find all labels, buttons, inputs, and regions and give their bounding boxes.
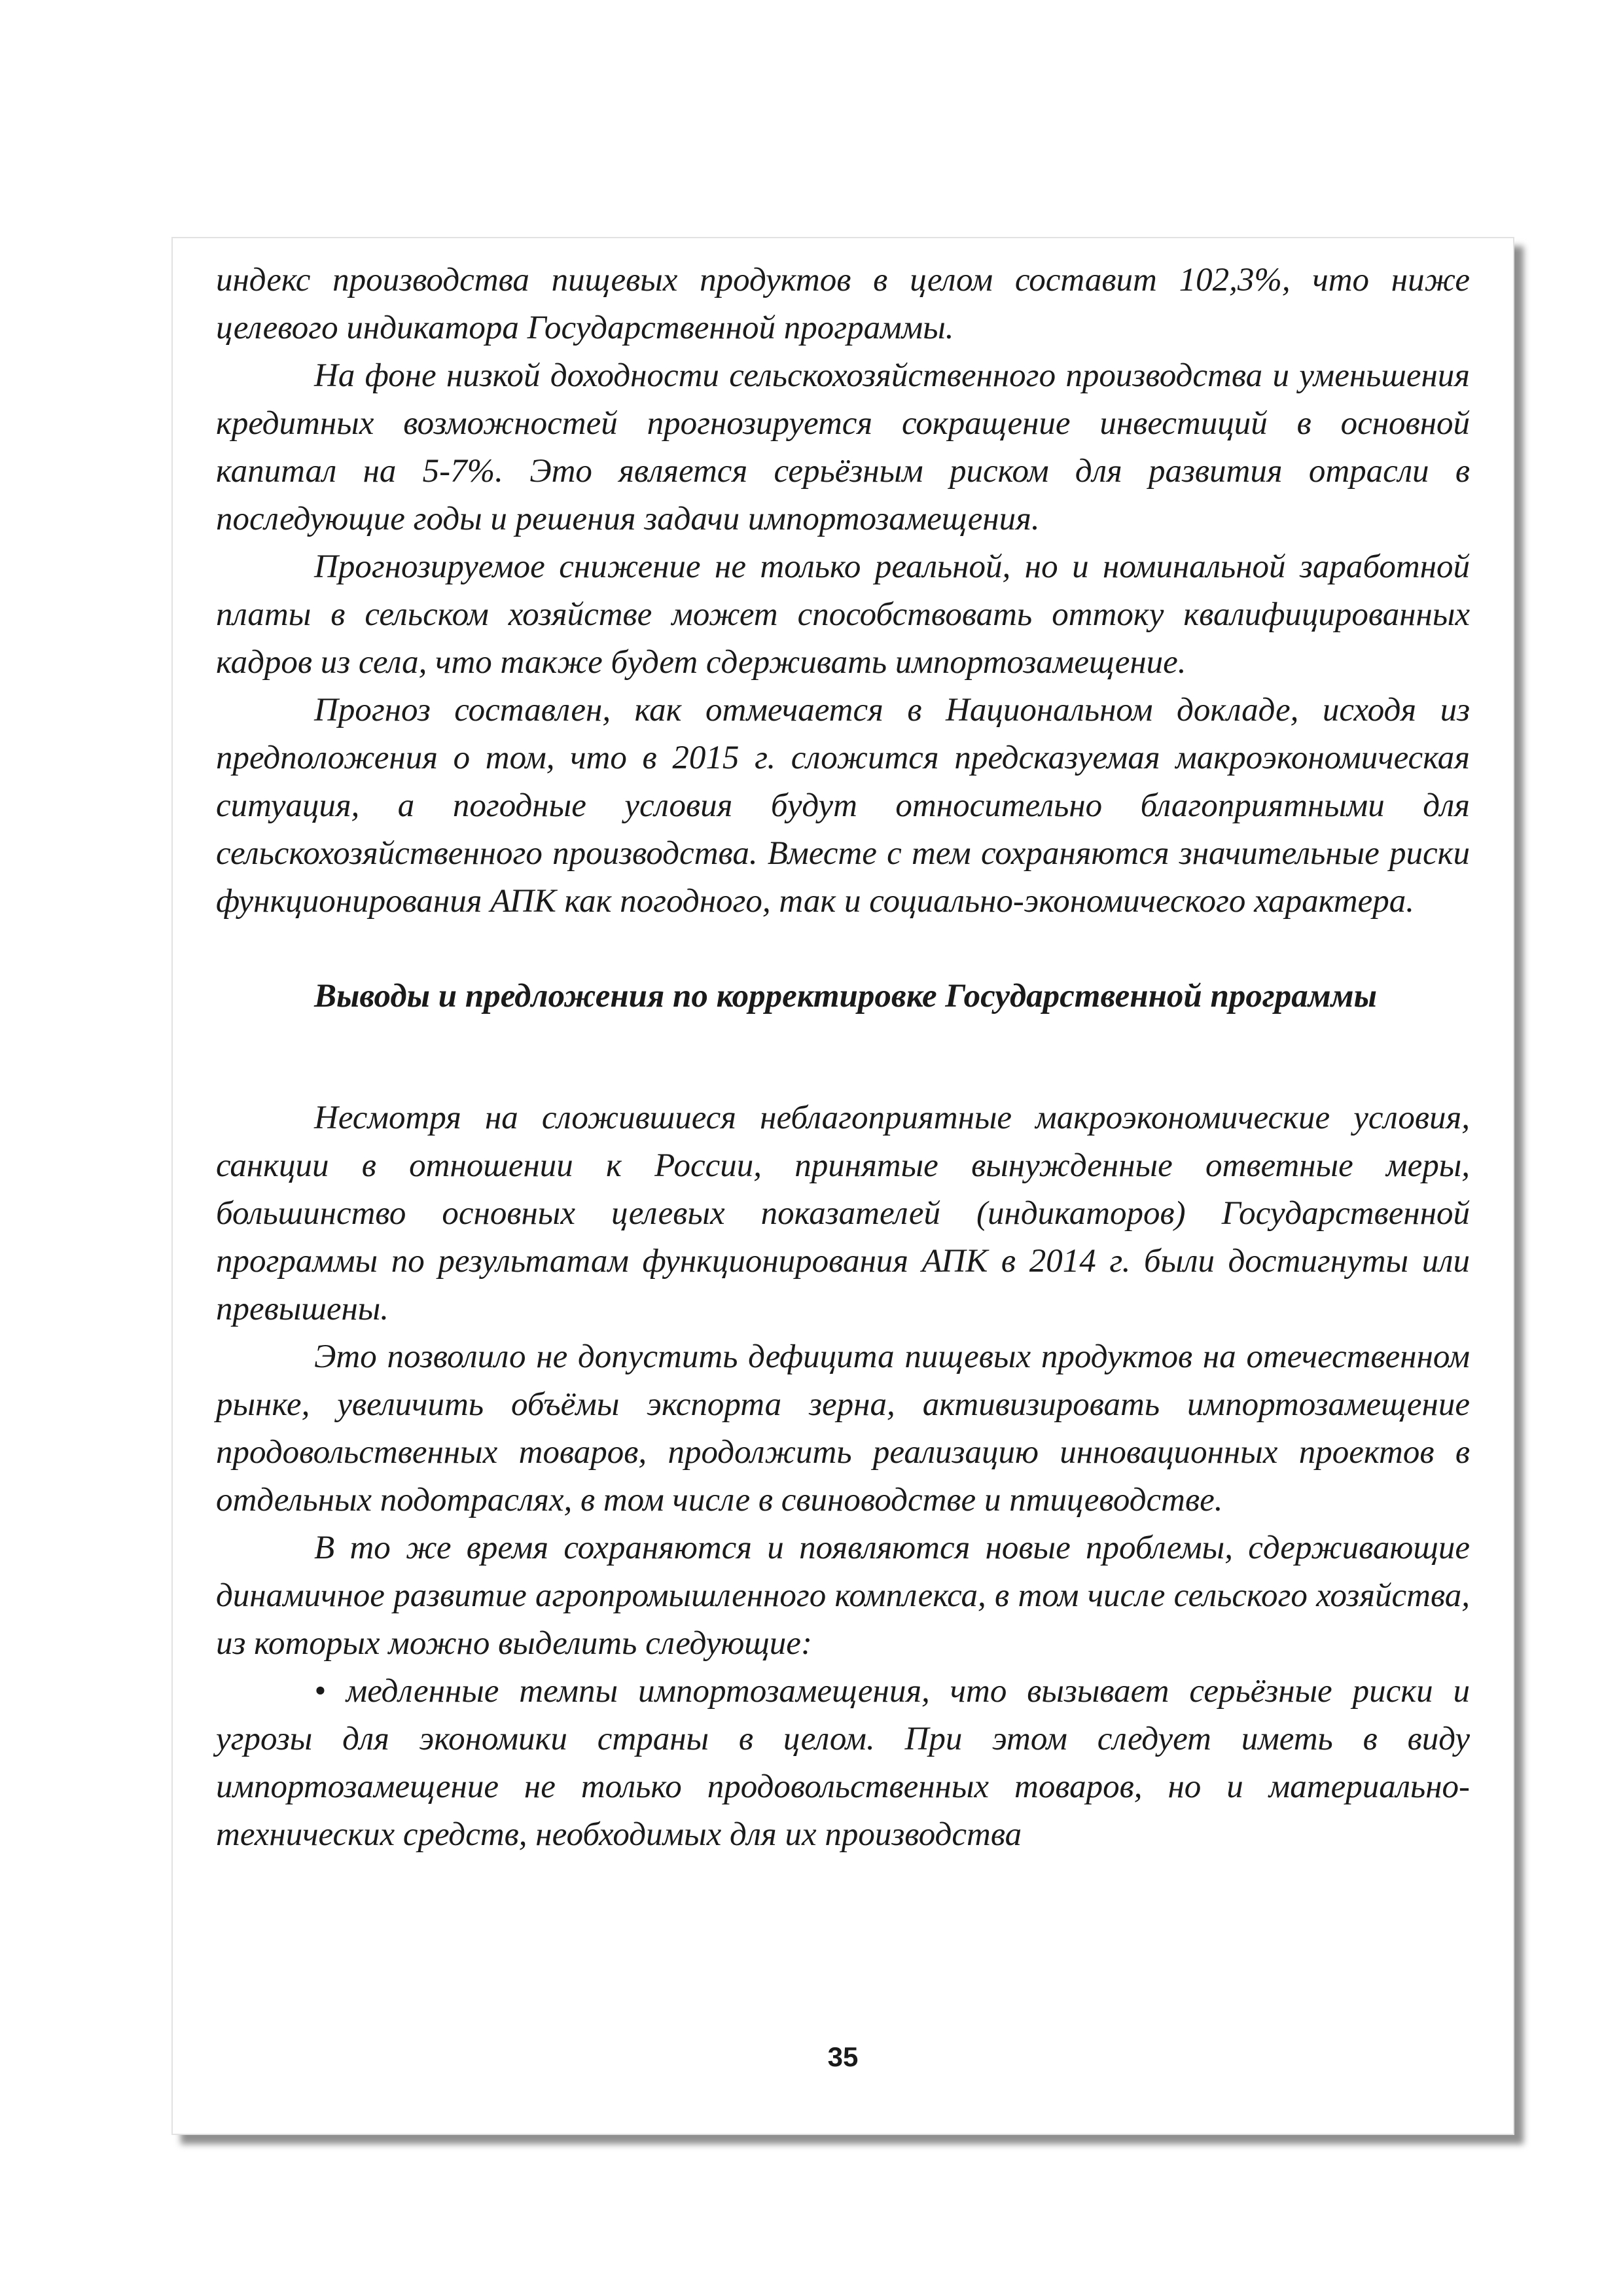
paragraph-wages: Прогнозируемое снижение не только реальной, но и номинальной заработной платы в сельском хозяйстве может способствовать оттоку квалифицированных кадров из села, что также будет сдерживать импортозамещение. (216, 548, 1470, 681)
paragraph-continuation: индекс производства пищевых продуктов в целом составит 102,3%, что ниже целевого индикатора Государственной программы. (216, 262, 1470, 346)
page-content (216, 257, 1470, 1859)
page-number: 35 (827, 2041, 859, 2072)
bullet-import-substitution: • медленные темпы импортозамещения, что вызывает серьёзные риски и угрозы для экономики страны в целом. При этом следует иметь в виду импортозамещение не только продовольственных товаров, но и материально-технических средств, необходимых для их производства (216, 1673, 1470, 1853)
book-page (171, 237, 1514, 2135)
paragraph-indicators: Несмотря на сложившиеся неблагоприятные макроэкономические условия, санкции в отношении к России, принятые вынужденные ответные меры, большинство основных целевых показателей (индикаторов) Государственной программы по результатам функционирования АПК в 2014 г. были достигнуты или превышены. (216, 1100, 1470, 1327)
paragraph-forecast: Прогноз составлен, как отмечается в Национальном докладе, исходя из предположения о том, что в 2015 г. сложится предсказуемая макроэкономическая ситуация, а погодные условия будут относительно благоприятными для сельскохозяйственного производства. Вместе с тем сохраняются значительные риски функционирования АПК как погодного, так и социально-экономического характера. (216, 692, 1470, 920)
paragraph-investment: На фоне низкой доходности сельскохозяйственного производства и уменьшения кредитных возможностей прогнозируется сокращение инвестиций в основной капитал на 5-7%. Это является серьёзным риском для развития отрасли в последующие годы и решения задачи импортозамещения. (216, 357, 1470, 537)
paragraph-problems: В то же время сохраняются и появляются новые проблемы, сдерживающие динамичное развитие агропромышленного комплекса, в том числе сельского хозяйства, из которых можно выделить следующие: (216, 1530, 1470, 1662)
section-heading: Выводы и предложения по корректировке Государственной программы (314, 978, 1377, 1014)
paragraph-results: Это позволило не допустить дефицита пищевых продуктов на отечественном рынке, увеличить объёмы экспорта зерна, активизировать импортозамещение продовольственных товаров, продолжить реализацию инновационных проектов в отдельных подотраслях, в том числе в свиноводстве и птицеводстве. (216, 1338, 1470, 1518)
